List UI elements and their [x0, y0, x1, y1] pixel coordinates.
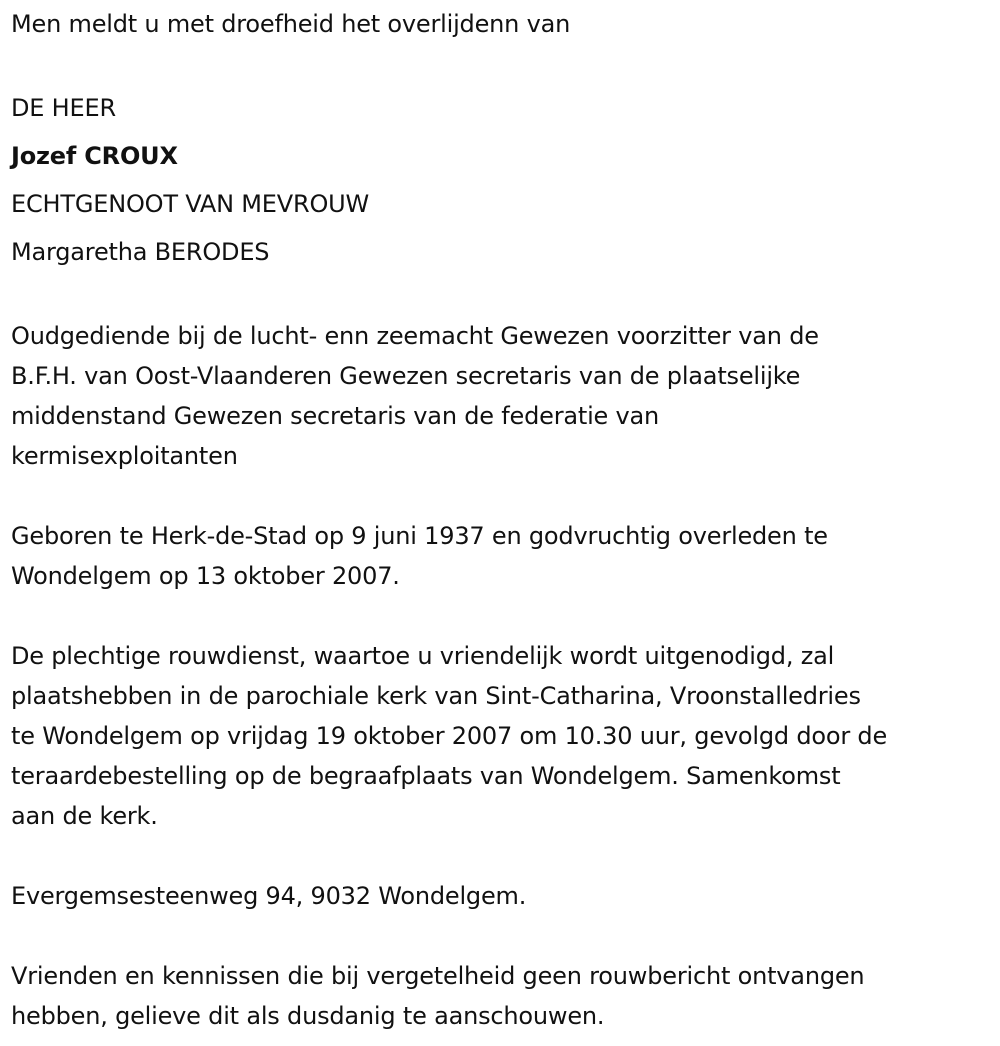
spacer	[11, 276, 996, 316]
text-line: middenstand Gewezen secretaris van de federatie van	[11, 402, 660, 430]
service-paragraph	[11, 636, 996, 836]
text-line: Vrienden en kennissen die bij vergetelheid geen rouwbericht ontvangen	[11, 962, 865, 990]
birth-death-paragraph	[11, 516, 996, 596]
intro-text: Men meldt u met droefheid het overlijdenn van	[11, 10, 571, 38]
spouse-name: Margaretha BERODES	[11, 238, 270, 266]
text-line: teraardebestelling op de begraafplaats van Wondelgem. Samenkomst	[11, 762, 841, 790]
spacer	[11, 44, 996, 84]
text-line: B.F.H. van Oost-Vlaanderen Gewezen secretaris van de plaatselijke	[11, 362, 801, 390]
address-text: Evergemsesteenweg 94, 9032 Wondelgem.	[11, 882, 527, 910]
spacer	[11, 916, 996, 956]
relation-text: ECHTGENOOT VAN MEVROUW	[11, 190, 370, 218]
text-line: aan de kerk.	[11, 802, 158, 830]
death-notice	[11, 4, 996, 1036]
text-line: plaatshebben in de parochiale kerk van Sint-Catharina, Vroonstalledries	[11, 682, 861, 710]
spacer	[11, 836, 996, 876]
spacer	[11, 476, 996, 516]
text-line: Oudgediende bij de lucht- enn zeemacht Gewezen voorzitter van de	[11, 322, 819, 350]
spacer	[11, 596, 996, 636]
closing-paragraph	[11, 956, 996, 1036]
text-line: hebben, gelieve dit als dusdanig te aanschouwen.	[11, 1002, 605, 1030]
deceased-title: DE HEER	[11, 94, 116, 122]
deceased-identity	[11, 84, 996, 276]
career-paragraph	[11, 316, 996, 476]
deceased-name: Jozef CROUX	[11, 142, 178, 170]
text-line: Wondelgem op 13 oktober 2007.	[11, 562, 400, 590]
text-line: De plechtige rouwdienst, waartoe u vriendelijk wordt uitgenodigd, zal	[11, 642, 835, 670]
text-line: kermisexploitanten	[11, 442, 238, 470]
text-line: te Wondelgem op vrijdag 19 oktober 2007 om 10.30 uur, gevolgd door de	[11, 722, 888, 750]
text-line: Geboren te Herk-de-Stad op 9 juni 1937 en godvruchtig overleden te	[11, 522, 828, 550]
